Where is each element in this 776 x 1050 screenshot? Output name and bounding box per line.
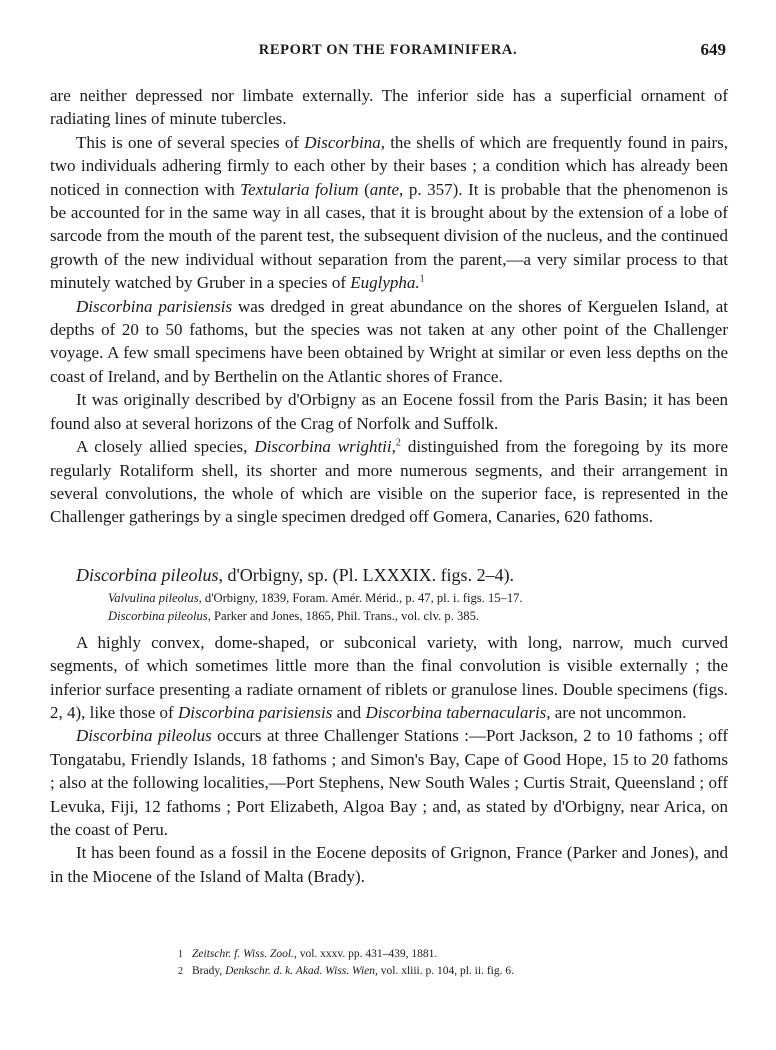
synonymy-list — [108, 589, 728, 625]
footnote-ref-2: 2 — [395, 437, 401, 449]
paragraph-continuation: are neither depressed nor limbate externally. The inferior side has a superficial ornament of radiating lines of minute tubercles. — [50, 86, 728, 129]
page-number: 649 — [700, 40, 726, 59]
paragraph-description: A highly convex, dome-shaped, or subconical variety, with long, narrow, much curved segments, of which sometimes little more than the final convolution is visible externally ; the inferior surface presenting a radiate ornament of riblets or granulose lines. Double specimens (figs. 2, 4), like those of Discorbina parisiensis and Discorbina tabernacularis, are not uncommon. — [50, 632, 728, 722]
running-title: REPORT ON THE FORAMINIFERA. — [258, 42, 518, 58]
body-text — [50, 84, 728, 888]
paragraph-origin: It was originally described by d'Orbigny as an Eocene fossil from the Paris Basin; it has been found also at several horizons of the Crag of Norfolk and Suffolk. — [50, 390, 728, 433]
synonym-entry: Valvulina pileolus, d'Orbigny, 1839, Foram. Amér. Mérid., p. 47, pl. i. figs. 15–17. — [108, 590, 523, 605]
paragraph-localities: Discorbina pileolus occurs at three Challenger Stations :—Port Jackson, 2 to 10 fathoms ; off Tongatabu, Friendly Islands, 18 fathoms ; and Simon's Bay, Cape of Good Hope, 15 to 20 fathoms ; also at the following localities,—Port Stephens, New South Wales ; Curtis Strait, Queensland ; off Levuka, Fiji, 12 fathoms ; Port Elizabeth, Algoa Bay ; and, as stated by d'Orbigny, near Arica, on the coast of Peru. — [50, 726, 728, 839]
footnotes — [178, 946, 738, 980]
footnote-1: 1 Zeitschr. f. Wiss. Zool., vol. xxxv. pp. 431–439, 1881. — [178, 948, 438, 960]
paragraph-fossil: It has been found as a fossil in the Eocene deposits of Grignon, France (Parker and Jones), and in the Miocene of the Island of Malta (Brady). — [50, 843, 728, 886]
section-gap — [50, 529, 728, 563]
synonym-entry: Discorbina pileolus, Parker and Jones, 1865, Phil. Trans., vol. clv. p. 385. — [108, 608, 480, 623]
paragraph-distribution: Discorbina parisiensis was dredged in great abundance on the shores of Kerguelen Island, at depths of 20 to 50 fathoms, but the species was not taken at any other point of the Challenger voyage. A few small specimens have been obtained by Wright at similar or even less depths on the coast of Ireland, and by Berthelin on the Atlantic shores of France. — [50, 296, 728, 386]
paragraph-allied-species: A closely allied species, Discorbina wrightii,$^2$ distinguished from the foregoing by its more regularly Rotaliform shell, its shorter and more numerous segments, and their arrangement in several convolutions, the whole of which are visible on the superior face, is represented in the Challenger gatherings by a single specimen dredged off Gomera, Canaries, 620 fathoms. — [50, 437, 729, 527]
species-heading: Discorbina pileolus, d'Orbigny, sp. (Pl. LXXXIX. figs. 2–4). — [76, 564, 515, 585]
page-header — [50, 42, 726, 64]
footnote-ref-1: 1 — [419, 273, 425, 285]
paragraph-pairs: This is one of several species of Discorbina, the shells of which are frequently found in pairs, two individuals adhering firmly to each other by their bases ; a condition which has already been noticed in connection with Textularia folium (ante, p. 357). It is probable that the phenomenon is be accounted for in the same way in all cases, that it is brought about by the extension of a lobe of sarcode from the mouth of the parent test, the subsequent division of the nucleus, and the continued growth of the new individual without separation from the parent,—a very similar process to that minutely watched by Gruber in a species of Euglypha.$^1$ — [50, 132, 728, 293]
footnote-2: 2 Brady, Denkschr. d. k. Akad. Wiss. Wien, vol. xliii. p. 104, pl. ii. fig. 6. — [178, 965, 514, 977]
